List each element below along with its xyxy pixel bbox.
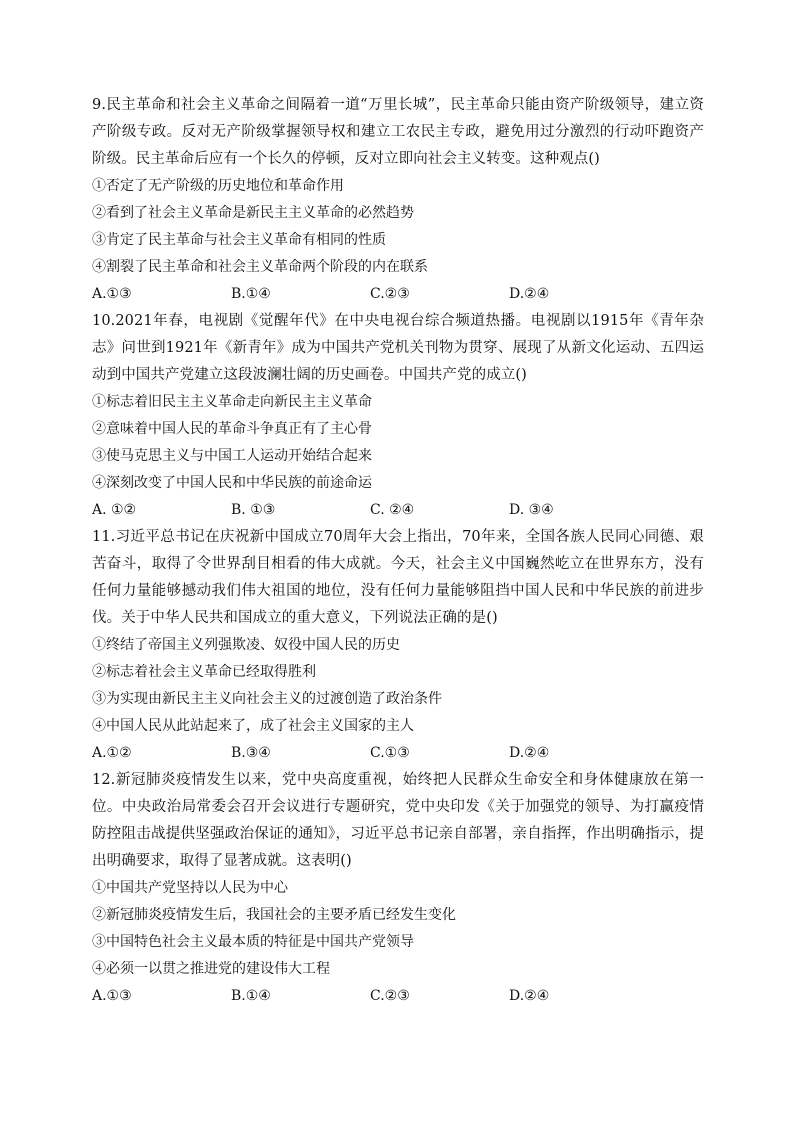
question-stem: 12.新冠肺炎疫情发生以来，党中央高度重视，始终把人民群众生命安全和身体健康放在第一位。中央政治局常委会召开会议进行专题研究，党中央印发《关于加强党的领导、为打赢疫情防控阻击战提供坚强政治保证的通知》，习近平总书记亲自部署，亲自指挥，作出明确指示，提出明确要求，取得了显著成就。这表明() [92,772,704,869]
answer-c: C.①③ [370,745,410,761]
option-4: ④深刻改变了中国人民和中华民族的前途命运 [92,475,372,491]
question-9 [92,92,704,308]
answer-choices [92,983,704,1010]
option-3: ③肯定了民主革命与社会主义革命有相同的性质 [92,232,386,248]
option-3: ③为实现由新民主主义向社会主义的过渡创造了政治条件 [92,691,442,707]
answer-b: B.①④ [231,988,271,1004]
option-4: ④割裂了民主革命和社会主义革命两个阶段的内在联系 [92,259,428,275]
answer-b: B. ①③ [231,502,276,518]
answer-c: C.②③ [370,286,410,302]
question-10 [92,308,704,524]
answer-a: A. ①② [92,502,137,518]
answer-d: D. ③④ [509,502,554,518]
question-12 [92,767,704,1010]
answer-a: A.①③ [92,988,132,1004]
answer-a: A.①③ [92,286,132,302]
answer-b: B.①④ [231,286,271,302]
answer-choices [92,281,704,308]
question-11 [92,524,704,767]
answer-choices [92,497,704,524]
answer-d: D.②④ [509,286,550,302]
question-stem: 11.习近平总书记在庆祝新中国成立70周年大会上指出，70年来，全国各族人民同心同德、艰苦奋斗，取得了令世界刮目相看的伟大成就。今天，社会主义中国巍然屹立在世界东方，没有任何力量能够撼动我们伟大祖国的地位，没有任何力量能够阻挡中国人民和中华民族的前进步伐。关于中华人民共和国成立的重大意义，下列说法正确的是() [92,529,704,626]
answer-a: A.①② [92,745,132,761]
option-3: ③中国特色社会主义最本质的特征是中国共产党领导 [92,934,414,950]
option-1: ①标志着旧民主主义革命走向新民主主义革命 [92,394,372,410]
option-1: ①否定了无产阶级的历史地位和革命作用 [92,178,344,194]
exam-page [92,92,704,1010]
answer-b: B.③④ [231,745,271,761]
option-2: ②意味着中国人民的革命斗争真正有了主心骨 [92,421,372,437]
option-1: ①终结了帝国主义列强欺凌、奴役中国人民的历史 [92,637,400,653]
question-stem: 9.民主革命和社会主义革命之间隔着一道“万里长城”，民主革命只能由资产阶级领导，建立资产阶级专政。反对无产阶级掌握领导权和建立工农民主专政，避免用过分激烈的行动吓跑资产阶级。民主革命后应有一个长久的停顿，反对立即向社会主义转变。这种观点() [92,97,704,167]
answer-c: C.②③ [370,988,410,1004]
answer-d: D.②④ [509,988,550,1004]
answer-c: C. ②④ [370,502,415,518]
option-2: ②标志着社会主义革命已经取得胜利 [92,664,316,680]
answer-choices [92,740,704,767]
option-3: ③使马克思主义与中国工人运动开始结合起来 [92,448,372,464]
option-1: ①中国共产党坚持以人民为中心 [92,880,288,896]
option-2: ②看到了社会主义革命是新民主主义革命的必然趋势 [92,205,414,221]
answer-d: D.②④ [509,745,550,761]
option-2: ②新冠肺炎疫情发生后，我国社会的主要矛盾已经发生变化 [92,907,456,923]
option-4: ④必须一以贯之推进党的建设伟大工程 [92,961,330,977]
question-stem: 10.2021年春，电视剧《觉醒年代》在中央电视台综合频道热播。电视剧以1915年《青年杂志》问世到1921年《新青年》成为中国共产党机关刊物为贯穿、展现了从新文化运动、五四运动到中国共产党建立这段波澜壮阔的历史画卷。中国共产党的成立() [92,313,704,383]
option-4: ④中国人民从此站起来了，成了社会主义国家的主人 [92,718,414,734]
